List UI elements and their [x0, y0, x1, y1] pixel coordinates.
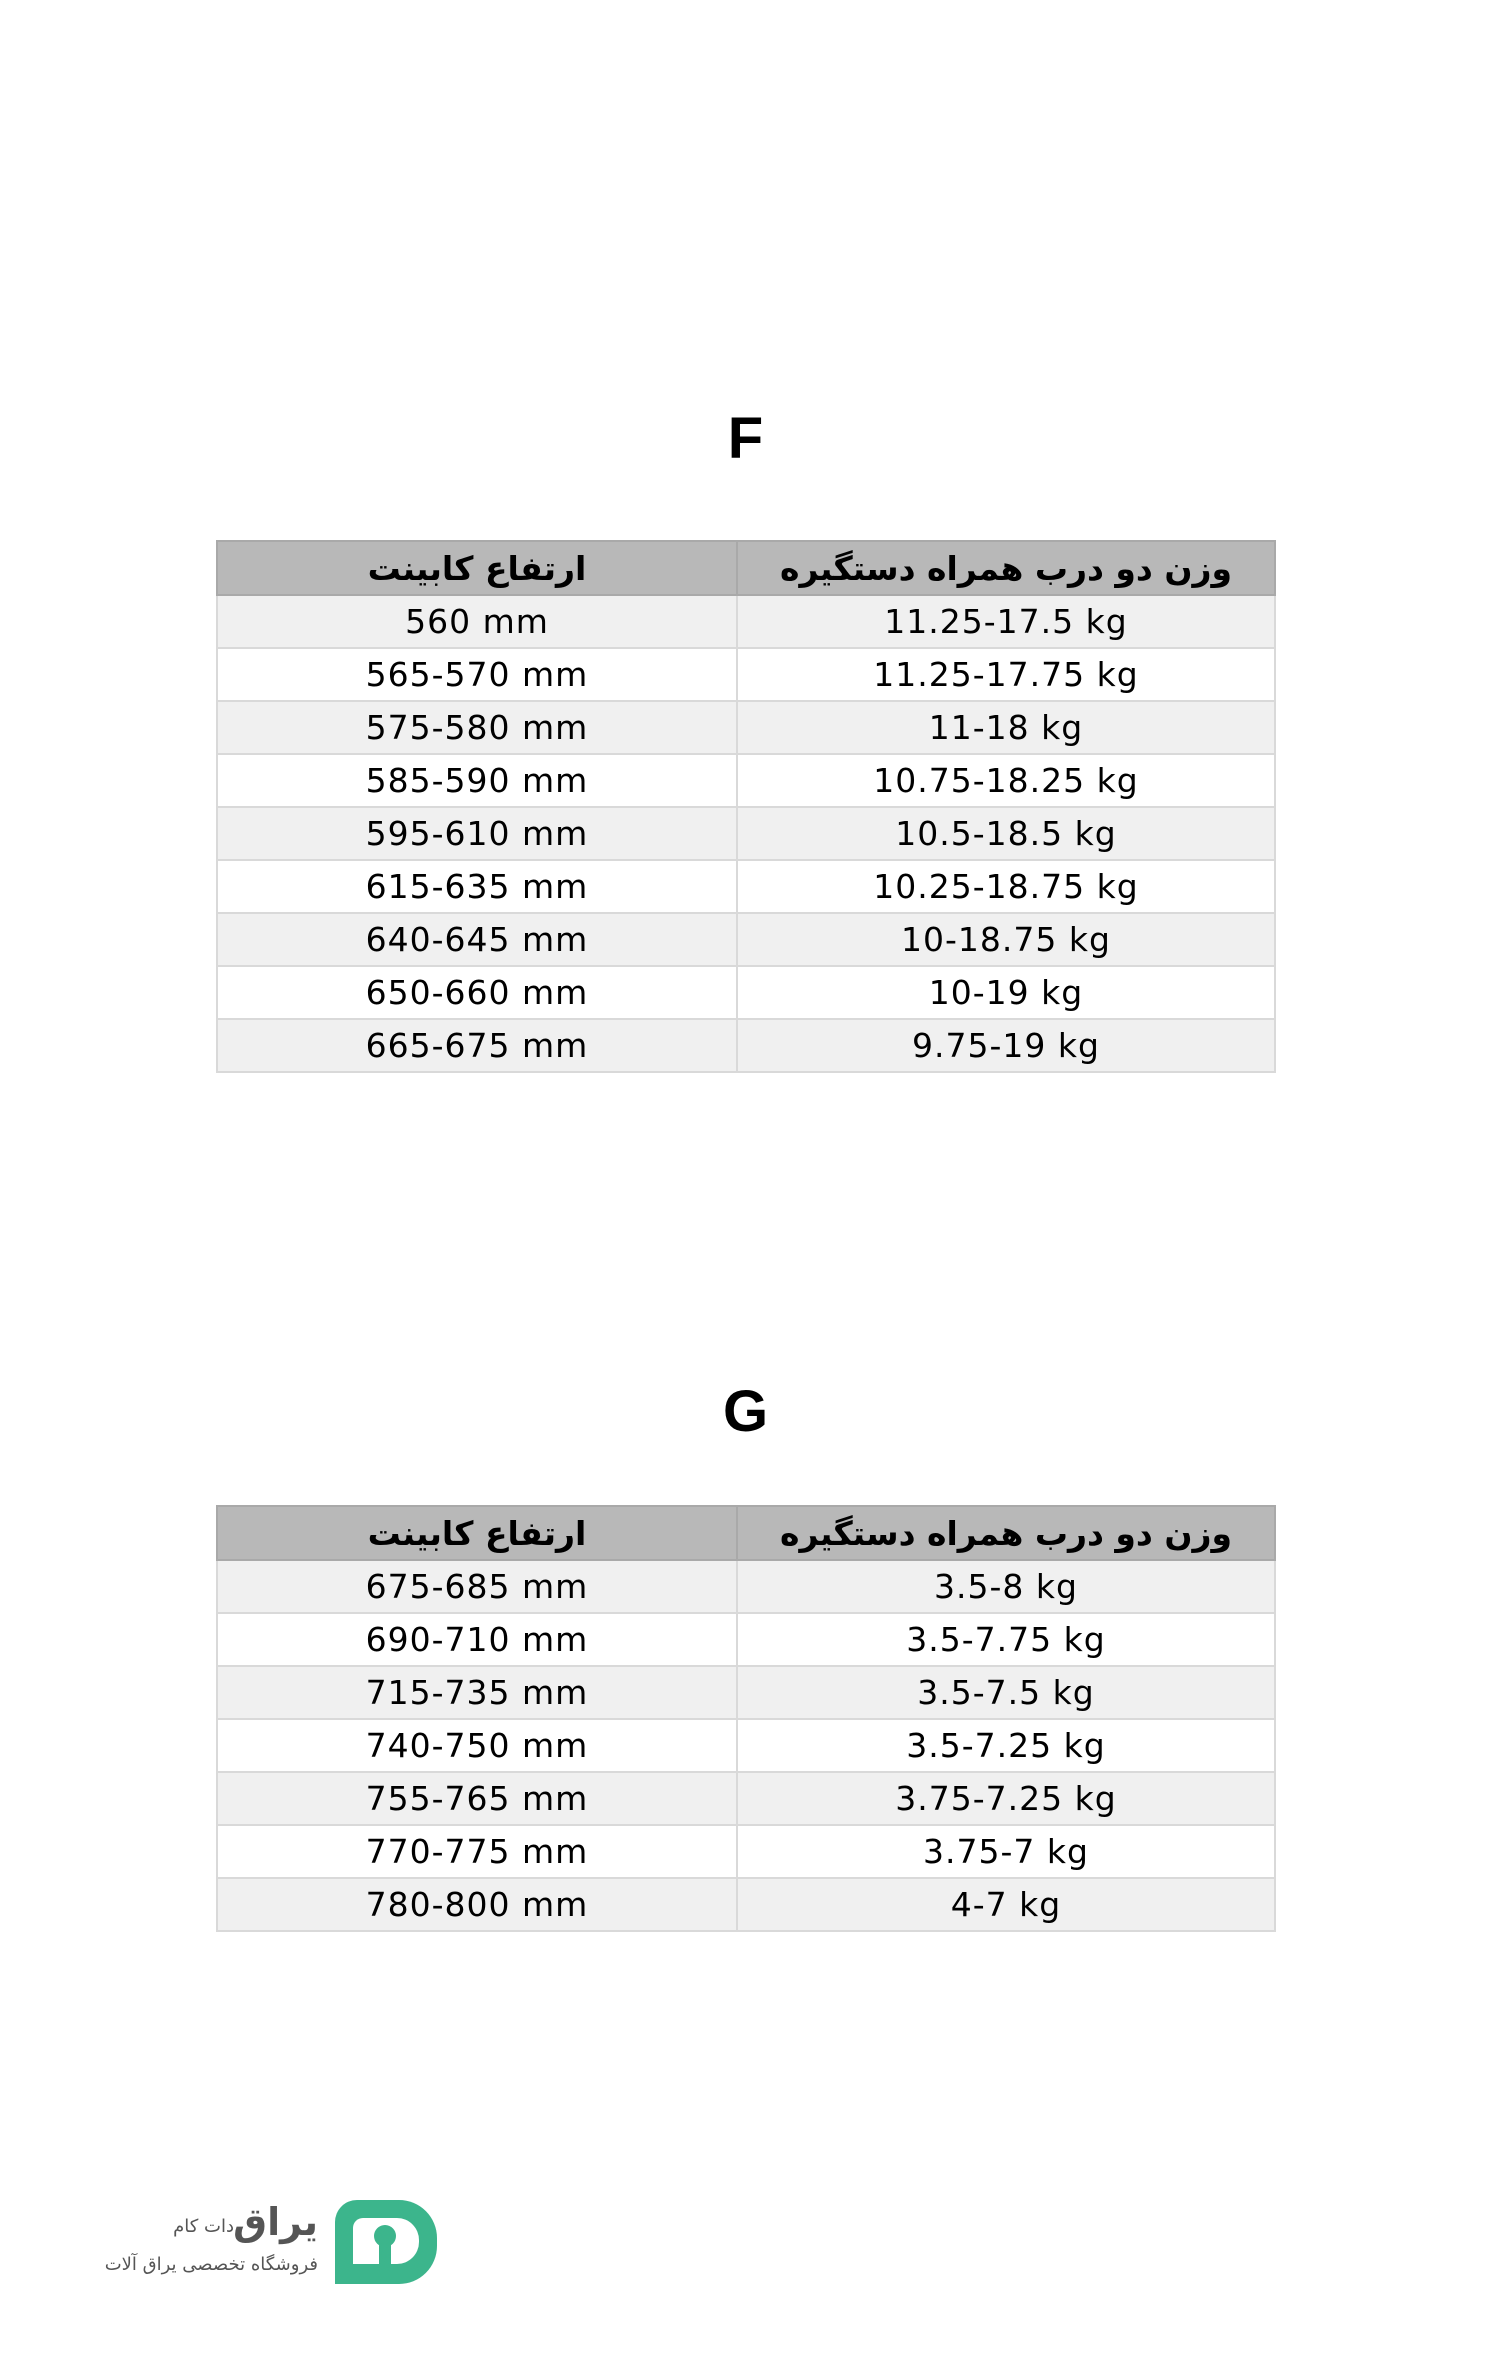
section-title-f: F — [727, 406, 764, 471]
cell-cabinet-height: 595-610 mm — [217, 807, 737, 860]
column-header-door-weight: وزن دو درب همراه دستگیره — [737, 541, 1275, 595]
cell-cabinet-height: 565-570 mm — [217, 648, 737, 701]
cell-cabinet-height: 690-710 mm — [217, 1613, 737, 1666]
cell-cabinet-height: 560 mm — [217, 595, 737, 648]
column-header-cabinet-height: ارتفاع کابینت — [217, 541, 737, 595]
cell-door-weight: 11.25-17.5 kg — [737, 595, 1275, 648]
cell-door-weight: 10-19 kg — [737, 966, 1275, 1019]
spec-table-f — [216, 540, 1276, 1073]
table-row — [217, 966, 1275, 1019]
table-row — [217, 860, 1275, 913]
cell-cabinet-height: 640-645 mm — [217, 913, 737, 966]
logo-brand-text: یراق — [233, 2200, 318, 2244]
cell-cabinet-height: 585-590 mm — [217, 754, 737, 807]
cell-cabinet-height: 665-675 mm — [217, 1019, 737, 1072]
cell-door-weight: 3.75-7.25 kg — [737, 1772, 1275, 1825]
cell-door-weight: 3.75-7 kg — [737, 1825, 1275, 1878]
cell-cabinet-height: 615-635 mm — [217, 860, 737, 913]
table-row — [217, 1666, 1275, 1719]
cell-cabinet-height: 780-800 mm — [217, 1878, 737, 1931]
table-row — [217, 1719, 1275, 1772]
brand-logo — [98, 2196, 448, 2296]
table-row — [217, 1772, 1275, 1825]
table-row — [217, 1613, 1275, 1666]
cell-door-weight: 3.5-8 kg — [737, 1560, 1275, 1613]
spec-table-g — [216, 1505, 1276, 1932]
cell-door-weight: 10.75-18.25 kg — [737, 754, 1275, 807]
cell-door-weight: 9.75-19 kg — [737, 1019, 1275, 1072]
cell-door-weight: 11-18 kg — [737, 701, 1275, 754]
table-row — [217, 595, 1275, 648]
table-row — [217, 1019, 1275, 1072]
table-row — [217, 648, 1275, 701]
column-header-cabinet-height: ارتفاع کابینت — [217, 1506, 737, 1560]
cell-cabinet-height: 770-775 mm — [217, 1825, 737, 1878]
cell-door-weight: 10.5-18.5 kg — [737, 807, 1275, 860]
section-title-g: G — [722, 1379, 769, 1444]
table-row — [217, 807, 1275, 860]
cell-cabinet-height: 755-765 mm — [217, 1772, 737, 1825]
cell-cabinet-height: 740-750 mm — [217, 1719, 737, 1772]
logo-tagline-text: فروشگاه تخصصی یراق آلات — [104, 2254, 318, 2275]
cell-door-weight: 3.5-7.25 kg — [737, 1719, 1275, 1772]
yaragh-logo-icon — [327, 2196, 442, 2286]
table-row — [217, 1560, 1275, 1613]
table-row — [217, 1878, 1275, 1931]
table-header-row — [217, 1506, 1275, 1560]
logo-suffix-text: دات کام — [173, 2216, 234, 2237]
cell-cabinet-height: 650-660 mm — [217, 966, 737, 1019]
cell-door-weight: 3.5-7.5 kg — [737, 1666, 1275, 1719]
column-header-door-weight: وزن دو درب همراه دستگیره — [737, 1506, 1275, 1560]
cell-door-weight: 3.5-7.75 kg — [737, 1613, 1275, 1666]
table-row — [217, 1825, 1275, 1878]
table-row — [217, 701, 1275, 754]
cell-door-weight: 4-7 kg — [737, 1878, 1275, 1931]
table-row — [217, 913, 1275, 966]
table-row — [217, 754, 1275, 807]
cell-door-weight: 11.25-17.75 kg — [737, 648, 1275, 701]
cell-cabinet-height: 715-735 mm — [217, 1666, 737, 1719]
cell-cabinet-height: 575-580 mm — [217, 701, 737, 754]
cell-door-weight: 10-18.75 kg — [737, 913, 1275, 966]
table-header-row — [217, 541, 1275, 595]
cell-door-weight: 10.25-18.75 kg — [737, 860, 1275, 913]
cell-cabinet-height: 675-685 mm — [217, 1560, 737, 1613]
